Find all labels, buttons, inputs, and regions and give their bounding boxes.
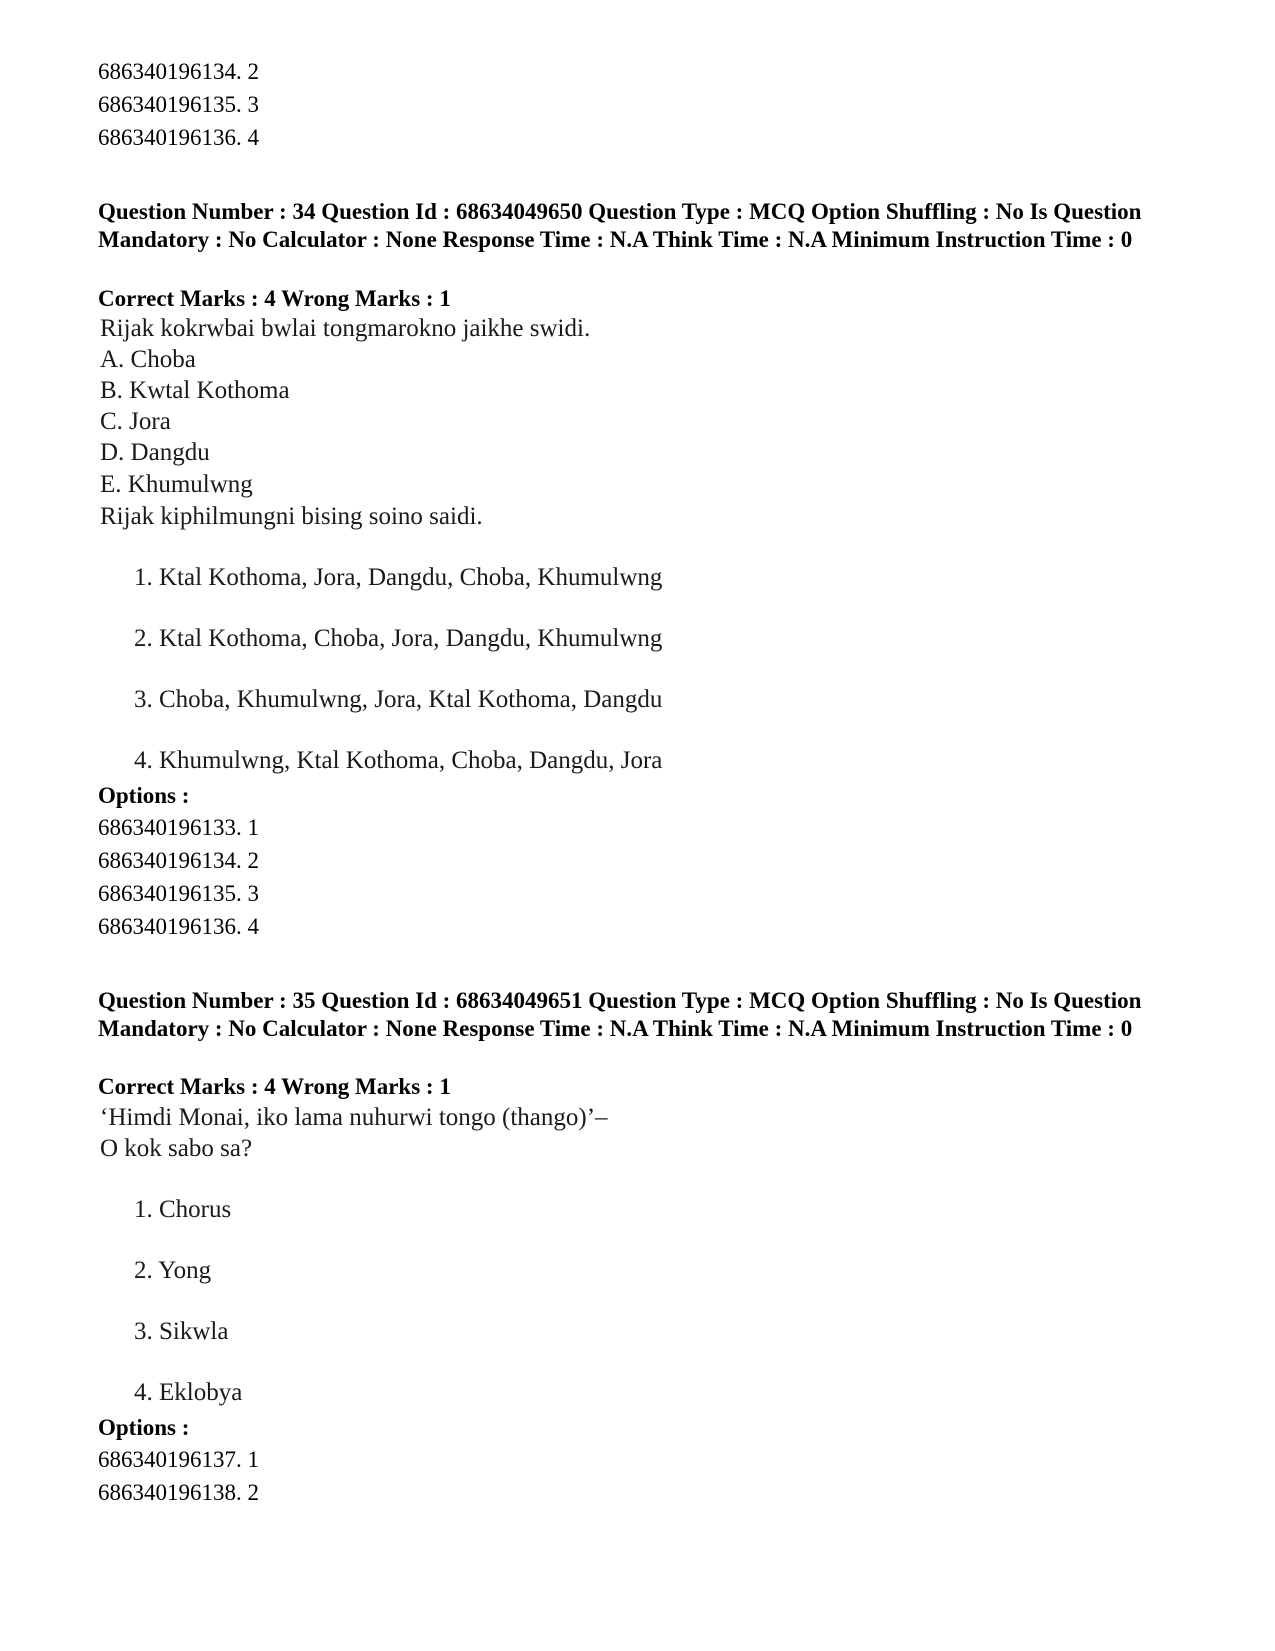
answer-choice: 4. Eklobya	[134, 1379, 243, 1406]
question-stem-line: O kok sabo sa?	[100, 1135, 253, 1162]
option-line: 686340196133. 1	[98, 815, 259, 840]
option-line: 686340196135. 3	[98, 881, 259, 906]
option-line: 686340196134. 2	[98, 59, 259, 84]
question-stem-line: C. Jora	[100, 408, 171, 435]
option-line: 686340196136. 4	[98, 914, 259, 939]
question-meta: Question Number : 35 Question Id : 68634049651 Question Type : MCQ Option Shuffling : No Is Question Mandatory : No Calculator : None Response Time : N.A Think Time : N.A Minimum Instruction Time : 0	[98, 988, 1142, 1041]
answer-choice: 1. Ktal Kothoma, Jora, Dangdu, Choba, Khumulwng	[134, 564, 663, 591]
option-line: 686340196136. 4	[98, 125, 259, 150]
option-line: 686340196138. 2	[98, 1480, 259, 1505]
options-label: Options :	[98, 783, 190, 808]
question-stem-line: Rijak kiphilmungni bising soino saidi.	[100, 503, 483, 530]
question-meta: Question Number : 34 Question Id : 68634049650 Question Type : MCQ Option Shuffling : No Is Question Mandatory : No Calculator : None Response Time : N.A Think Time : N.A Minimum Instruction Time : 0	[98, 199, 1142, 252]
option-line: 686340196137. 1	[98, 1447, 259, 1472]
answer-choice: 4. Khumulwng, Ktal Kothoma, Choba, Dangdu, Jora	[134, 747, 663, 774]
options-label: Options :	[98, 1415, 190, 1440]
question-marks: Correct Marks : 4 Wrong Marks : 1	[98, 1074, 451, 1099]
question-stem-line: E. Khumulwng	[100, 471, 253, 498]
question-stem-line: D. Dangdu	[100, 439, 210, 466]
question-stem-line: B. Kwtal Kothoma	[100, 377, 290, 404]
question-marks: Correct Marks : 4 Wrong Marks : 1	[98, 286, 451, 311]
answer-choice: 2. Yong	[134, 1257, 212, 1284]
answer-choice: 3. Sikwla	[134, 1318, 229, 1345]
option-line: 686340196134. 2	[98, 848, 259, 873]
answer-choice: 1. Chorus	[134, 1196, 232, 1223]
option-line: 686340196135. 3	[98, 92, 259, 117]
question-stem-line: Rijak kokrwbai bwlai tongmarokno jaikhe swidi.	[100, 315, 591, 342]
answer-choice: 2. Ktal Kothoma, Choba, Jora, Dangdu, Khumulwng	[134, 625, 663, 652]
question-stem-line: ‘Himdi Monai, iko lama nuhurwi tongo (thango)’–	[100, 1104, 608, 1131]
answer-choice: 3. Choba, Khumulwng, Jora, Ktal Kothoma, Dangdu	[134, 686, 663, 713]
question-stem-line: A. Choba	[100, 346, 196, 373]
